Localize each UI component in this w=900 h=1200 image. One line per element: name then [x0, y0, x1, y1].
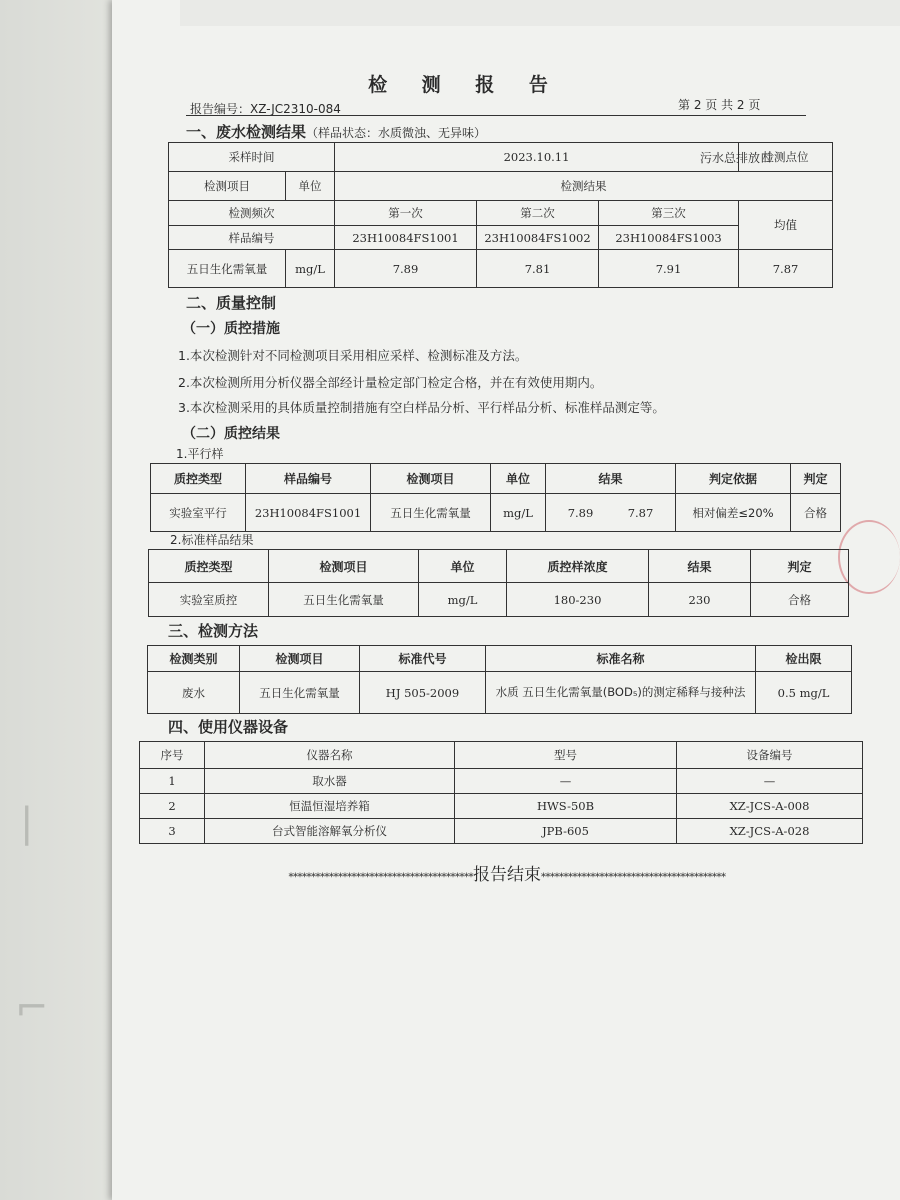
eq-h-id: 设备编号 — [677, 742, 863, 769]
method-table — [147, 645, 852, 714]
eq-name: 台式智能溶解氧分析仪 — [205, 819, 455, 844]
end-stars-left: ***************************************** — [288, 872, 473, 883]
m-h-category: 检测类别 — [148, 646, 240, 672]
eq-h-name: 仪器名称 — [205, 742, 455, 769]
m-code: HJ 505-2009 — [360, 672, 486, 714]
result-mean: 7.87 — [739, 250, 833, 288]
table-row — [140, 769, 863, 794]
section-2-heading: 二、质量控制 — [186, 294, 277, 312]
par-sample-no: 23H10084FS1001 — [246, 494, 371, 532]
qc-para-3: 3.本次检测采用的具体质量控制措施有空白样品分析、平行样品分析、标准样品测定等。 — [178, 400, 665, 415]
show-through-mark: | — [20, 800, 34, 846]
par-h-item: 检测项目 — [371, 464, 491, 494]
eq-id: XZ-JCS-A-008 — [677, 794, 863, 819]
qc-para-2: 2.本次检测所用分析仪器全部经计量检定部门检定合格，并在有效使用期内。 — [178, 375, 603, 390]
std-result: 230 — [649, 583, 751, 617]
freq-2: 第二次 — [477, 201, 599, 226]
show-through-mark: ⌐ — [15, 985, 49, 1031]
result-value-3: 7.91 — [599, 250, 739, 288]
section-4-heading: 四、使用仪器设备 — [168, 718, 289, 736]
eq-id: XZ-JCS-A-028 — [677, 819, 863, 844]
equipment-table — [139, 741, 863, 844]
freq-3: 第三次 — [599, 201, 739, 226]
parallel-sample-table — [150, 463, 841, 532]
std-type: 实验室质控 — [149, 583, 269, 617]
m-h-name: 标准名称 — [486, 646, 756, 672]
result-value-1: 7.89 — [335, 250, 477, 288]
page-number: 第 2 页 共 2 页 — [678, 98, 761, 112]
eq-no: 1 — [140, 769, 205, 794]
std-h-unit: 单位 — [419, 550, 507, 583]
eq-id: — — [677, 769, 863, 794]
par-h-basis: 判定依据 — [676, 464, 791, 494]
result-unit: mg/L — [286, 250, 335, 288]
parallel-label: 1.平行样 — [176, 447, 224, 461]
m-name: 水质 五日生化需氧量(BOD₅)的测定稀释与接种法 — [486, 672, 756, 714]
result-value-2: 7.81 — [477, 250, 599, 288]
par-results — [546, 494, 676, 532]
m-h-code: 标准代号 — [360, 646, 486, 672]
std-h-result: 结果 — [649, 550, 751, 583]
par-h-unit: 单位 — [491, 464, 546, 494]
par-h-verdict: 判定 — [791, 464, 841, 494]
label-unit: 单位 — [286, 172, 335, 201]
std-h-verdict: 判定 — [751, 550, 849, 583]
standard-label: 2.标准样品结果 — [170, 533, 254, 547]
eq-h-model: 型号 — [455, 742, 677, 769]
par-unit: mg/L — [491, 494, 546, 532]
eq-model: HWS-50B — [455, 794, 677, 819]
report-end-text: 报告结束 — [473, 865, 541, 885]
sample-no-2: 23H10084FS1002 — [477, 226, 599, 250]
standard-sample-table — [148, 549, 849, 617]
par-result-1: 7.89 — [567, 505, 594, 520]
label-mean: 均值 — [739, 201, 833, 250]
par-h-result: 结果 — [546, 464, 676, 494]
par-type: 实验室平行 — [151, 494, 246, 532]
eq-model: JPB-605 — [455, 819, 677, 844]
std-conc: 180-230 — [507, 583, 649, 617]
eq-model: — — [455, 769, 677, 794]
table-row — [140, 794, 863, 819]
eq-name: 取水器 — [205, 769, 455, 794]
eq-name: 恒温恒湿培养箱 — [205, 794, 455, 819]
par-verdict: 合格 — [791, 494, 841, 532]
std-item: 五日生化需氧量 — [269, 583, 419, 617]
section-1-title: 一、废水检测结果 — [186, 123, 307, 141]
m-category: 废水 — [148, 672, 240, 714]
par-h-type: 质控类型 — [151, 464, 246, 494]
label-frequency: 检测频次 — [169, 201, 335, 226]
label-item: 检测项目 — [169, 172, 286, 201]
label-results: 检测结果 — [335, 172, 833, 201]
report-end-line — [172, 860, 842, 885]
std-verdict: 合格 — [751, 583, 849, 617]
eq-no: 3 — [140, 819, 205, 844]
eq-h-no: 序号 — [140, 742, 205, 769]
m-item: 五日生化需氧量 — [240, 672, 360, 714]
section-3-heading: 三、检测方法 — [168, 622, 259, 640]
std-h-type: 质控类型 — [149, 550, 269, 583]
m-h-item: 检测项目 — [240, 646, 360, 672]
par-result-2: 7.87 — [627, 505, 654, 520]
header-rule — [186, 115, 806, 116]
table-row — [140, 819, 863, 844]
sample-no-3: 23H10084FS1003 — [599, 226, 739, 250]
par-basis: 相对偏差≤20% — [676, 494, 791, 532]
sampling-time: 2023.10.11 — [335, 143, 739, 172]
par-h-sample: 样品编号 — [246, 464, 371, 494]
m-h-limit: 检出限 — [756, 646, 852, 672]
report-title: 检 测 报 告 — [368, 74, 562, 96]
qc-para-1: 1.本次检测针对不同检测项目采用相应采样、检测标准及方法。 — [178, 348, 528, 363]
qc-measures-heading: （一）质控措施 — [182, 321, 280, 337]
location-value: 污水总排放口 — [700, 151, 773, 165]
eq-no: 2 — [140, 794, 205, 819]
freq-1: 第一次 — [335, 201, 477, 226]
section-1-heading — [186, 121, 486, 142]
std-unit: mg/L — [419, 583, 507, 617]
std-h-item: 检测项目 — [269, 550, 419, 583]
report-number: 报告编号：XZ-JC2310-084 — [190, 102, 341, 116]
result-item: 五日生化需氧量 — [169, 250, 286, 288]
sample-state: （样品状态：水质微浊、无异味） — [306, 126, 487, 140]
m-limit: 0.5 mg/L — [756, 672, 852, 714]
sample-no-1: 23H10084FS1001 — [335, 226, 477, 250]
label-sampling-time: 采样时间 — [169, 143, 335, 172]
par-item: 五日生化需氧量 — [371, 494, 491, 532]
end-stars-right: ***************************************** — [541, 872, 726, 883]
qc-results-heading: （二）质控结果 — [182, 426, 280, 442]
std-h-conc: 质控样浓度 — [507, 550, 649, 583]
label-location: 检测点位 — [739, 143, 833, 172]
label-sample-no: 样品编号 — [169, 226, 335, 250]
